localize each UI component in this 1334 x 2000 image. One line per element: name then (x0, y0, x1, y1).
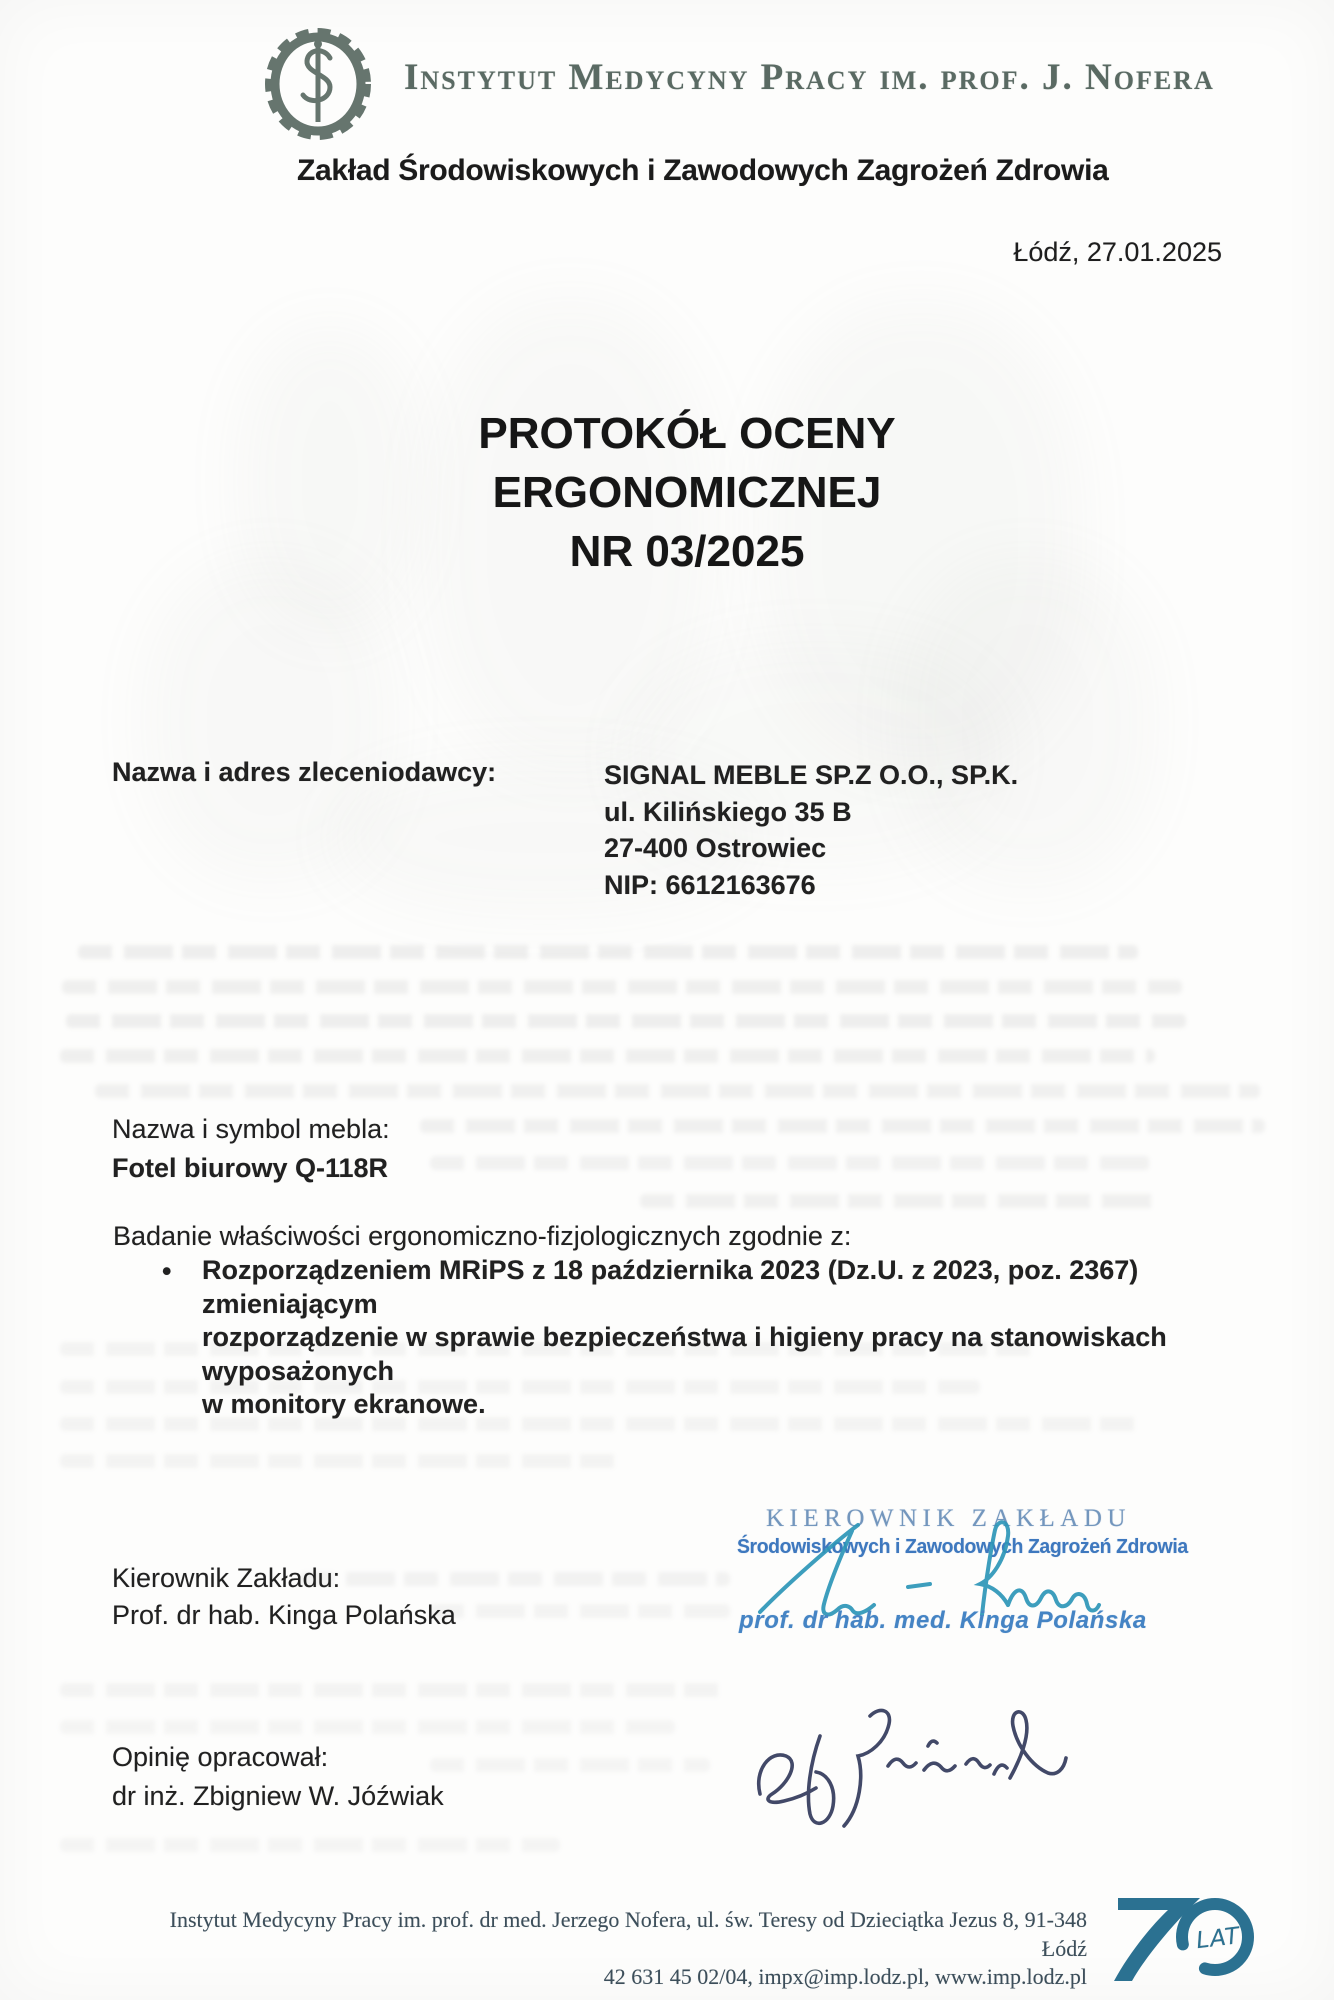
bullet-marker: • (162, 1256, 172, 1286)
70-years-anniversary-logo (1112, 1882, 1272, 1988)
anniversary-label: LAT (1194, 1923, 1242, 1955)
bleedthrough-artifact (430, 1758, 710, 1772)
bleedthrough-artifact (60, 1720, 675, 1734)
footer (127, 1906, 1087, 1992)
footer-address: Instytut Medycyny Pracy im. prof. dr med. Jerzego Nofera, ul. św. Teresy od Dzieciątka Jezus 8, 91-348 Łódź (169, 1907, 1087, 1961)
client-label: Nazwa i adres zleceniodawcy: (112, 757, 497, 787)
head-block (112, 1560, 456, 1633)
place-and-date: Łódź, 27.01.2025 (1013, 237, 1222, 267)
client-city: 27-400 Ostrowiec (604, 833, 827, 863)
furniture-block (112, 1110, 390, 1188)
document-title-line3: NR 03/2025 (569, 527, 805, 576)
head-name: Prof. dr hab. Kinga Polańska (112, 1599, 456, 1630)
jozwiak-signature (742, 1702, 1078, 1840)
stamp-title: KIEROWNIK ZAKŁADU (766, 1505, 1131, 1532)
author-block (112, 1738, 444, 1816)
study-intro: Badanie właściwości ergonomiczno-fizjologicznych zgodnie z: (113, 1221, 852, 1251)
client-address-block (604, 757, 1018, 903)
bleedthrough-artifact (60, 1683, 725, 1697)
stamp-signer-name: prof. dr hab. med. Kinga Polańska (739, 1607, 1147, 1634)
author-name: dr inż. Zbigniew W. Jóźwiak (112, 1781, 444, 1811)
document-title-line2: ERGONOMICZNEJ (492, 468, 882, 517)
bleedthrough-artifact (430, 1604, 730, 1618)
bleedthrough-artifact (78, 945, 1138, 959)
furniture-name: Fotel biurowy Q-118R (112, 1153, 389, 1183)
furniture-label: Nazwa i symbol mebla: (112, 1114, 390, 1144)
client-nip: NIP: 6612163676 (604, 869, 816, 900)
document-title (478, 404, 895, 581)
document-title-line1: PROTOKÓŁ OCENY (478, 409, 896, 458)
bleedthrough-artifact (430, 1156, 1150, 1170)
regulation-line2: rozporządzenie w sprawie bezpieczeństwa i higieny pracy na stanowiskach wyposażonych (202, 1322, 1167, 1386)
bleedthrough-artifact (60, 1049, 1155, 1063)
client-name: SIGNAL MEBLE SP.Z O.O., SP.K. (604, 760, 1019, 790)
stamp-subtitle: Środowiskowych i Zawodowych Zagrożeń Zdrowia (737, 1536, 1188, 1558)
footer-contact: 42 631 45 02/04, impx@imp.lodz.pl, www.imp.lodz.pl (603, 1964, 1087, 1989)
bleedthrough-artifact (640, 1194, 1160, 1208)
bleedthrough-artifact (420, 1119, 1265, 1133)
institute-logo-icon (262, 26, 374, 142)
bleedthrough-artifact (62, 980, 1182, 994)
author-label: Opinię opracował: (112, 1742, 329, 1772)
bleedthrough-artifact (60, 1838, 560, 1852)
regulation-line3: w monitory ekranowe. (202, 1389, 486, 1419)
head-label: Kierownik Zakładu: (112, 1563, 341, 1593)
regulation-line1: Rozporządzeniem MRiPS z 18 października 2023 (Dz.U. z 2023, poz. 2367) zmieniającym (202, 1255, 1139, 1319)
bleedthrough-artifact (95, 1084, 1260, 1098)
client-street: ul. Kilińskiego 35 B (604, 796, 852, 827)
bleedthrough-artifact (66, 1014, 1186, 1028)
institute-name: Instytut Medycyny Pracy im. prof. J. Nofera (404, 57, 1215, 98)
bleedthrough-artifact (60, 1454, 620, 1468)
regulation-reference (202, 1254, 1312, 1422)
department-title: Zakład Środowiskowych i Zawodowych Zagrożeń Zdrowia (297, 154, 1109, 187)
